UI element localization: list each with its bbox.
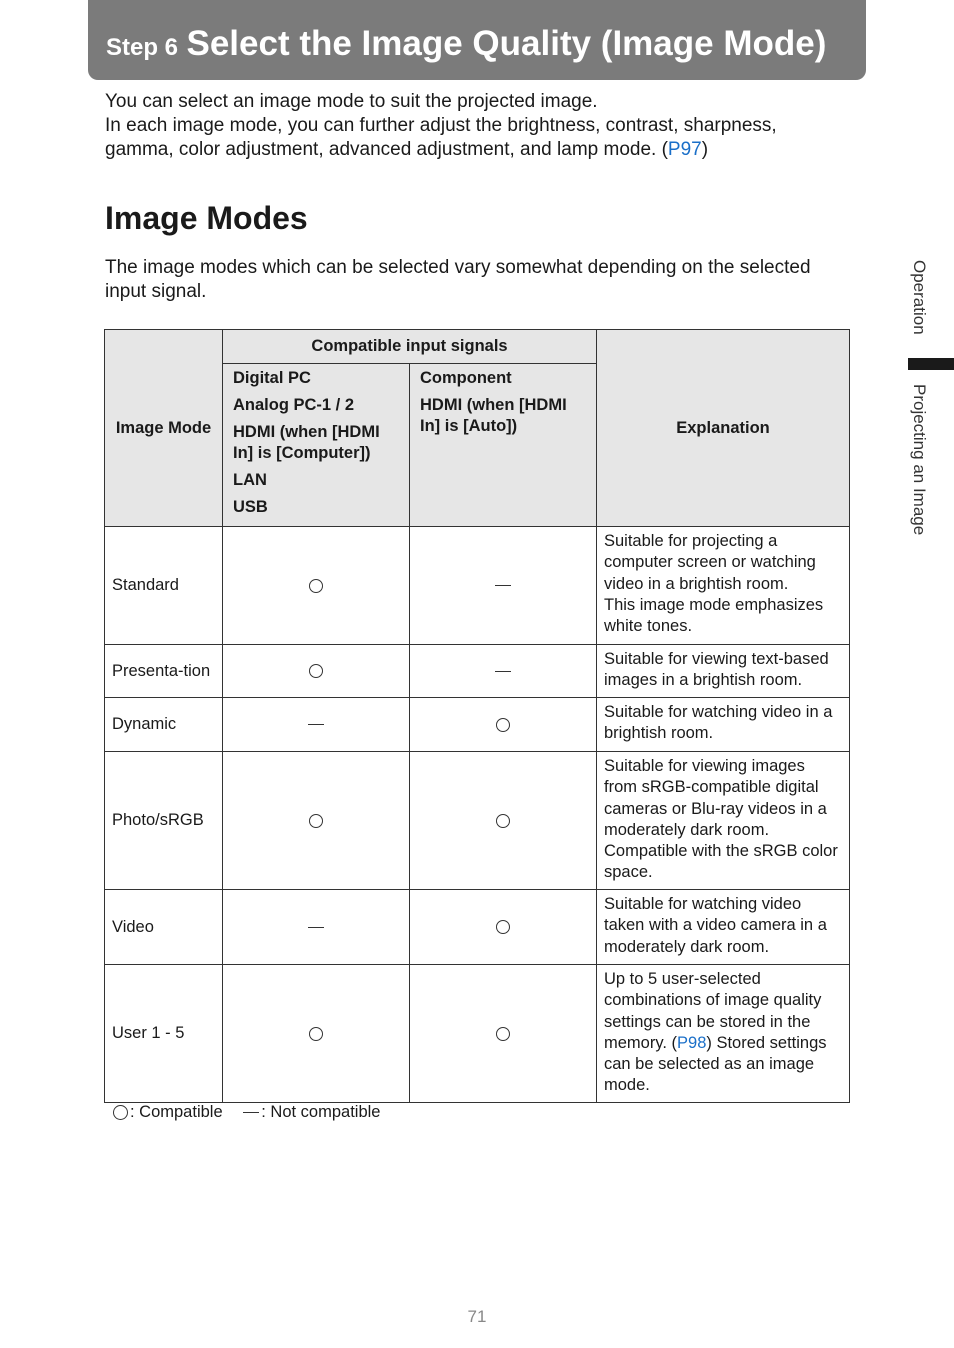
table-row: [105, 965, 850, 1103]
explanation-text-end: ) Stored settings can be selected as an image mode.: [604, 1033, 827, 1095]
circle-icon: [309, 1027, 323, 1041]
mode-name: Video: [105, 890, 223, 965]
explanation-text: Suitable for viewing images from sRGB-compatible digital cameras or Blu-ray videos in a moderately dark room.: [604, 757, 827, 839]
signal-label: Component: [420, 369, 512, 387]
mode-name: Presenta-tion: [105, 645, 223, 698]
circle-icon: [113, 1105, 128, 1120]
intro-line-end: ): [701, 139, 709, 160]
table-row: [105, 890, 850, 965]
pc-compat-cell: [223, 645, 410, 698]
circle-icon: [496, 814, 510, 828]
dash-icon: [308, 724, 324, 725]
circle-icon: [496, 1027, 510, 1041]
explanation-text: Suitable for watching video in a brightish room.: [604, 703, 833, 743]
page-link-p97[interactable]: P97: [667, 139, 702, 160]
component-compat-cell: [410, 752, 597, 890]
explanation-text: Suitable for watching video taken with a video camera in a moderately dark room.: [604, 895, 827, 956]
circle-icon: [309, 814, 323, 828]
component-compat-cell: [410, 965, 597, 1103]
signal-label: LAN: [233, 471, 267, 489]
section-intro: The image modes which can be selected vary somewhat depending on the selected input signal.: [105, 257, 811, 302]
component-compat-cell: [410, 890, 597, 965]
page-title: [106, 24, 826, 64]
circle-icon: [496, 718, 510, 732]
image-modes-table: [104, 329, 850, 1103]
mode-name: User 1 - 5: [105, 965, 223, 1103]
mode-explanation: [597, 965, 850, 1103]
header-image-mode: [105, 330, 223, 527]
header-compatible-label: Compatible input signals: [311, 337, 508, 355]
dash-icon: [495, 671, 511, 672]
page-number: 71: [467, 1307, 487, 1326]
legend-compatible: : Compatible: [130, 1103, 223, 1121]
header-pc-signals: [223, 364, 410, 527]
header-compatible-signals: [223, 330, 597, 364]
title-text: Select the Image Quality (Image Mode): [186, 24, 827, 63]
signal-label: HDMI (when [HDMI In] is [Auto]): [420, 396, 567, 435]
table-row: [105, 527, 850, 645]
header-explanation-label: Explanation: [676, 418, 770, 437]
dash-icon: [243, 1112, 259, 1113]
explanation-text: Suitable for viewing text-based images in a brightish room.: [604, 650, 829, 690]
signal-label: Digital PC: [233, 369, 311, 387]
page-link-p98[interactable]: P98: [677, 1033, 707, 1052]
component-compat-cell: [410, 527, 597, 645]
mode-explanation: [597, 527, 850, 645]
legend-not-compatible: : Not compatible: [261, 1103, 381, 1121]
intro-line-text: In each image mode, you can further adjust the brightness, contrast, sharpness, gamma, color adjustment, advanced adjustment, and lamp mode. (: [105, 115, 777, 160]
intro-line: You can select an image mode to suit the projected image.: [105, 91, 598, 112]
mode-name: Dynamic: [105, 698, 223, 752]
explanation-text: This image mode emphasizes white tones.: [604, 595, 824, 636]
mode-explanation: [597, 645, 850, 698]
side-nav-section: Operation: [910, 260, 929, 335]
component-compat-cell: [410, 645, 597, 698]
pc-compat-cell: [223, 527, 410, 645]
mode-explanation: [597, 698, 850, 752]
header-component-signals: [410, 364, 597, 527]
header-explanation: [597, 330, 850, 527]
circle-icon: [496, 920, 510, 934]
table-row: [105, 752, 850, 890]
mode-explanation: [597, 890, 850, 965]
intro-line: [105, 114, 845, 162]
header-image-mode-label: Image Mode: [115, 418, 212, 437]
pc-compat-cell: [223, 698, 410, 752]
signal-label: Analog PC-1 / 2: [233, 396, 355, 414]
explanation-text: Suitable for projecting a computer screen or watching video in a brightish room.: [604, 532, 816, 593]
dash-icon: [308, 927, 324, 928]
side-nav-tab-marker: [908, 358, 954, 370]
pc-compat-cell: [223, 890, 410, 965]
side-nav-subsection: Projecting an Image: [910, 384, 929, 536]
explanation-text: Compatible with the sRGB color space.: [604, 842, 838, 882]
mode-name: Standard: [105, 527, 223, 645]
signal-label: HDMI (when [HDMI In] is [Computer]): [233, 423, 380, 462]
table-row: [105, 698, 850, 752]
legend: [113, 1103, 380, 1122]
dash-icon: [495, 585, 511, 586]
circle-icon: [309, 579, 323, 593]
step-label: Step 6: [106, 34, 179, 61]
intro-text: [105, 90, 845, 162]
section-heading: Image Modes: [105, 200, 308, 236]
mode-name: Photo/sRGB: [105, 752, 223, 890]
pc-compat-cell: [223, 752, 410, 890]
table-row: [105, 645, 850, 698]
circle-icon: [309, 664, 323, 678]
signal-label: USB: [233, 498, 268, 516]
component-compat-cell: [410, 698, 597, 752]
pc-compat-cell: [223, 965, 410, 1103]
mode-explanation: [597, 752, 850, 890]
explanation-text: Up to 5 user-selected combinations of image quality settings can be stored in the memory. (: [604, 970, 822, 1052]
